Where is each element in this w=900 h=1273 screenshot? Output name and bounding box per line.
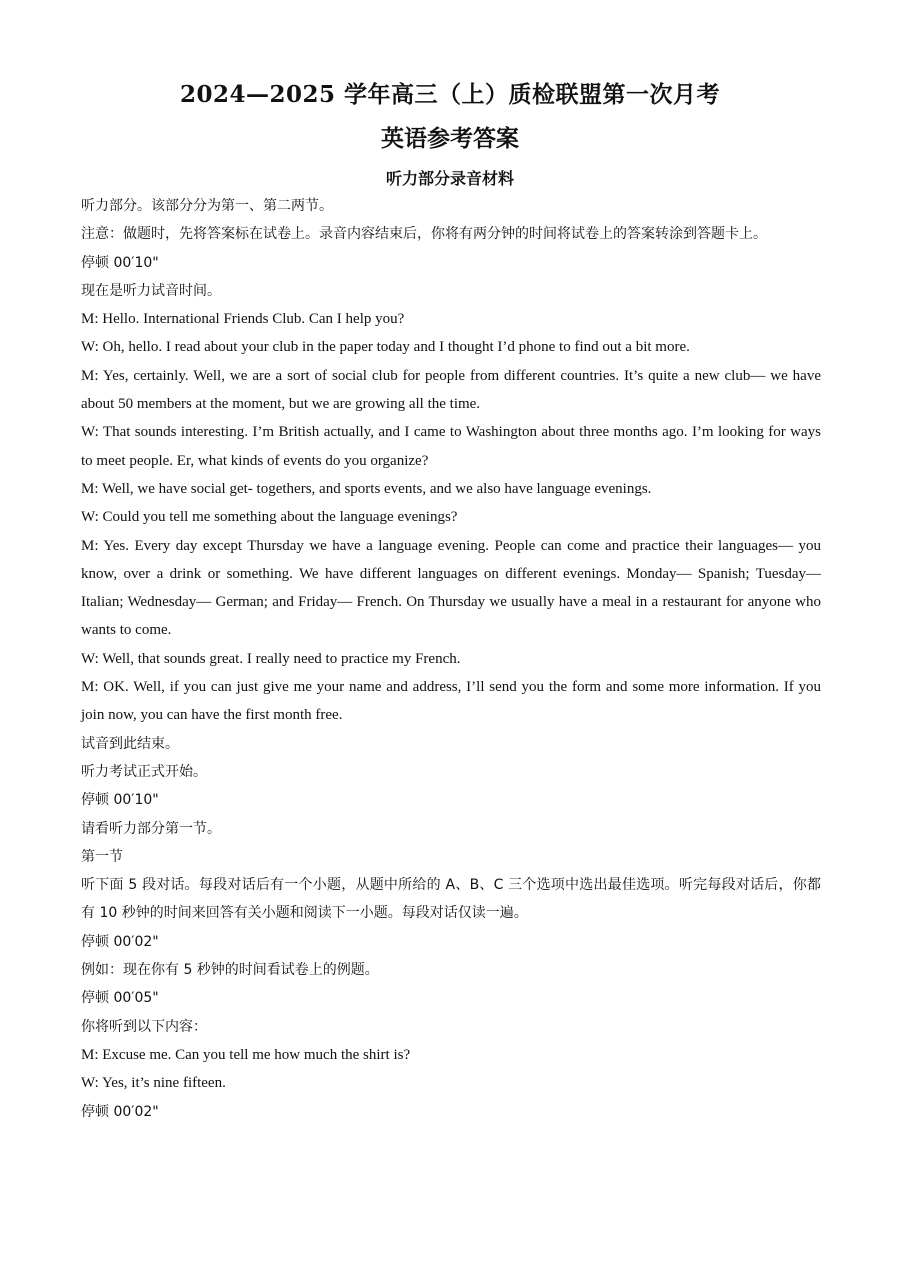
- paragraph-dialogue-line: M: OK. Well, if you can just give me your name and address, I’ll send you the form and some more information. If you join now, you can have the first month free.: [81, 679, 821, 724]
- transcript-body: [81, 192, 821, 1126]
- paragraph-dialogue-line: M: Hello. International Friends Club. Can I help you?: [81, 311, 405, 328]
- paragraph-dialogue-line: M: Yes. Every day except Thursday we have a language evening. People can come and practice their languages— you know, over a drink or something. We have different languages on different evenings. Monday— Spanish; Tuesday— Italian; Wednesday— German; and Friday— French. On Thursday we usually have a meal in a restaurant for anyone who wants to come.: [81, 537, 821, 639]
- paragraph-pause: 停顿 00′05": [81, 990, 159, 1007]
- paragraph-pause: 停顿 00′10": [81, 254, 159, 271]
- page-title: 2024—2025 学年高三（上）质检联盟第一次月考: [179, 81, 721, 108]
- paragraph-trial-end: 试音到此结束。: [81, 735, 179, 752]
- paragraph-dialogue-line: W: Yes, it’s nine fifteen.: [81, 1075, 226, 1092]
- paragraph-dialogue-line: M: Yes, certainly. Well, we are a sort of social club for people from different countries. It’s quite a new club— we have about 50 members at the moment, but we are growing all the time.: [81, 367, 821, 413]
- paragraph-section-label: 第一节: [81, 848, 123, 865]
- paragraph-example: 例如：现在你有 5 秒钟的时间看试卷上的例题。: [81, 962, 379, 979]
- paragraph-trial-start: 现在是听力试音时间。: [81, 282, 221, 299]
- paragraph-dialogue-line: W: Could you tell me something about the language evenings?: [81, 509, 458, 526]
- paragraph-dialogue-line: M: Well, we have social get- togethers, and sports events, and we also have language evenings.: [81, 480, 652, 497]
- section-title: 听力部分录音材料: [385, 169, 514, 188]
- paragraph-section-instructions: 听下面 5 段对话。每段对话后有一个小题，从题中所给的 A、B、C 三个选项中选出最佳选项。听完每段对话后，你都有 10 秒钟的时间来回答有关小题和阅读下一小题。每段对话仅读一遍。: [81, 877, 821, 922]
- paragraph-intro: 听力部分。该部分分为第一、第二两节。: [81, 198, 333, 214]
- paragraph-dialogue-line: M: Excuse me. Can you tell me how much the shirt is?: [81, 1046, 411, 1063]
- paragraph-exam-start: 听力考试正式开始。: [81, 763, 207, 780]
- paragraph-instruction: 请看听力部分第一节。: [81, 820, 221, 837]
- paragraph-dialogue-line: W: Well, that sounds great. I really need to practice my French.: [81, 650, 461, 667]
- paragraph-notice: 注意：做题时，先将答案标在试卷上。录音内容结束后，你将有两分钟的时间将试卷上的答案转涂到答题卡上。: [81, 226, 767, 243]
- paragraph-pause: 停顿 00′02": [81, 1103, 159, 1120]
- paragraph-dialogue-line: W: That sounds interesting. I’m British actually, and I came to Washington about three months ago. I’m looking for ways to meet people. Er, what kinds of events do you organize?: [81, 424, 821, 469]
- paragraph-listen-prompt: 你将听到以下内容：: [81, 1018, 207, 1035]
- paragraph-pause: 停顿 00′10": [81, 792, 159, 809]
- page-subtitle: 英语参考答案: [381, 125, 519, 152]
- paragraph-dialogue-line: W: Oh, hello. I read about your club in the paper today and I thought I’d phone to find out a bit more.: [81, 339, 690, 356]
- paragraph-pause: 停顿 00′02": [81, 933, 159, 950]
